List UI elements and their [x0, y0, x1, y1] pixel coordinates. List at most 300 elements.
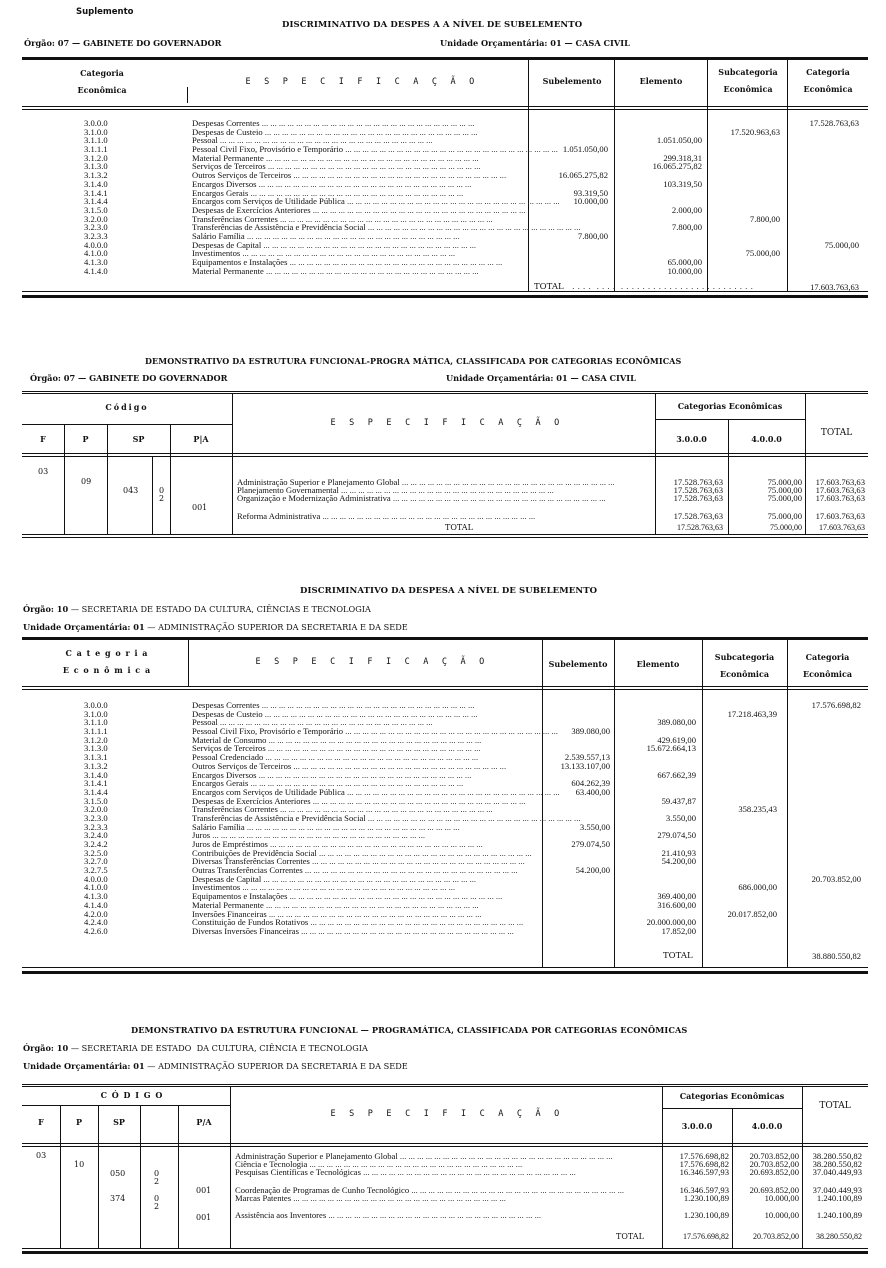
- col-especificacao-2: E S P E C I F I C A Ç Ã O: [330, 418, 564, 428]
- row-description-text: Planejamento Governamental: [237, 485, 339, 495]
- row-code: 4.0.0.0: [84, 873, 108, 884]
- s4-sp2: 374: [110, 1194, 126, 1203]
- row-subelemento: 2.539.557,13: [564, 752, 610, 763]
- section2-title: DEMONSTRATIVO DA ESTRUTURA FUNCIONAL-PROGRA MÁTICA, CLASSIFICADA POR CATEGORIAS ECONÔMICAS: [145, 356, 682, 366]
- row-subelemento: 279.074,50: [571, 839, 610, 849]
- row-description-text: Investimentos: [192, 882, 241, 893]
- s4-f: 03: [36, 1151, 47, 1160]
- row-description-text: Transferências Correntes: [192, 804, 278, 815]
- s2-total-t: 17.603.763,63: [819, 523, 865, 532]
- s2-sp: 043: [123, 486, 139, 495]
- row-leader-dots: ... ... ... ... ... ... ... ... ... ... ... ... ... ... ... ... ... ... ... ... ... ... ... ... ...: [265, 161, 481, 172]
- row-description-text: Administração Superior e Planejamento Global: [237, 477, 400, 487]
- row-code: 3.1.4.1: [84, 778, 108, 789]
- row-code: 3.2.4.0: [84, 830, 108, 841]
- row-leader-dots: ... ... ... ... ... ... ... ... ... ... ... ... ... ... ... ... ... ... ... ... ... ... ... ... ...: [244, 230, 460, 241]
- s2-pa: 001: [192, 503, 208, 512]
- section4-orgao: Órgão: 10 — SECRETARIA DE ESTADO DA CULTURA, CIÊNCIA E TECNOLOGIA: [23, 1043, 368, 1053]
- s4-total-c3: 17.576.698,82: [683, 1232, 729, 1241]
- row-code: 3.1.1.1: [84, 726, 108, 737]
- row-categoria: 75.000,00: [824, 239, 859, 250]
- row-leader-dots: ... ... ... ... ... ... ... ... ... ... ... ... ... ... ... ... ... ... ... ... ... ... ... ... ...: [266, 908, 482, 919]
- row-leader-dots: ... ... ... ... ... ... ... ... ... ... ... ... ... ... ... ... ... ... ... ... ... ... ... ... ...: [263, 899, 479, 910]
- row-elemento: 1.051.050,00: [656, 135, 702, 146]
- row-description-text: Pessoal: [192, 135, 218, 146]
- row-code: 3.2.3.0: [84, 812, 108, 823]
- row-total: 17.603.763,63: [815, 511, 865, 521]
- row-subelemento: 93.319,50: [573, 187, 608, 198]
- row-code: 3.2.3.0: [84, 222, 108, 233]
- s2-sub0: 0: [159, 486, 165, 495]
- row-subcategoria: 20.017.852,00: [727, 908, 777, 919]
- row-elemento: 54.200,00: [661, 856, 696, 867]
- row-elemento: 667.662,39: [657, 769, 696, 780]
- row-3000: 17.528.763,63: [673, 477, 723, 487]
- s4-pa1: 001: [196, 1186, 212, 1195]
- s4-sub1-2: 2: [154, 1177, 160, 1186]
- row-elemento: 15.672.664,13: [646, 743, 696, 754]
- row-description-text: Investimentos: [192, 248, 241, 259]
- row-leader-dots: ... ... ... ... ... ... ... ... ... ... ... ... ... ... ... ... ... ... ... ... ... ... ... ... ...: [316, 847, 532, 858]
- row-leader-dots: ... ... ... ... ... ... ... ... ... ... ... ... ... ... ... ... ... ... ... ... ... ... ... ... ...: [343, 726, 558, 737]
- row-subcategoria: 686.000,00: [738, 882, 777, 893]
- row-leader-dots: ... ... ... ... ... ... ... ... ... ... ... ... ... ... ... ... ... ... ... ... ... ... ... ... ...: [277, 804, 493, 815]
- col-p-4: P: [75, 1117, 82, 1127]
- col-codigo-4: C Ó D I G O: [100, 1090, 164, 1100]
- s2-p: 09: [81, 477, 92, 486]
- row-description-text: Despesas de Custeio: [192, 708, 263, 719]
- row-total: 17.603.763,63: [815, 477, 865, 487]
- table-row: [22, 927, 868, 936]
- row-total: 17.603.763,63: [815, 493, 865, 503]
- row-elemento: 2.000,00: [671, 204, 702, 215]
- row-description-text: Equipamentos e Instalações: [192, 891, 288, 902]
- row-code: 4.1.3.0: [84, 257, 108, 267]
- row-3000: 1.230.100,89: [683, 1210, 729, 1220]
- s4-sub2-2: 2: [154, 1202, 160, 1211]
- section3-total-label: TOTAL: [663, 951, 693, 961]
- row-leader-dots: ... ... ... ... ... ... ... ... ... ... ... ... ... ... ... ... ... ... ... ... ... ... ... ... ...: [310, 795, 526, 806]
- row-description-text: Marcas Patentes: [235, 1193, 292, 1203]
- row-elemento: 389.080,00: [657, 717, 696, 728]
- row-description-text: Material Permanente: [192, 265, 264, 276]
- row-elemento: 21.410,93: [661, 847, 696, 858]
- row-code: 4.2.4.0: [84, 917, 108, 928]
- row-leader-dots: ... ... ... ... ... ... ... ... ... ... ... ... ... ... ... ... ... ... ... ... ... ... ... ... ...: [399, 477, 615, 487]
- s2-f: 03: [38, 467, 49, 476]
- row-elemento: 429.619,00: [657, 734, 696, 745]
- row-description-text: Juros de Empréstimos: [192, 839, 268, 849]
- col-categorias-economicas: Categorias Econômicas: [677, 401, 783, 411]
- row-description-text: Administração Superior e Planejamento Global: [235, 1151, 398, 1161]
- row-elemento: 16.065.275,82: [652, 161, 702, 172]
- row-leader-dots: ... ... ... ... ... ... ... ... ... ... ... ... ... ... ... ... ... ... ... ... ... ... ... ... ...: [277, 213, 493, 224]
- row-description-text: Despesas de Exercícios Anteriores: [192, 795, 311, 806]
- row-code: 3.1.5.0: [84, 795, 108, 806]
- row-leader-dots: ... ... ... ... ... ... ... ... ... ... ... ... ... ... ... ... ... ... ... ... ... ... ... ... ...: [262, 708, 478, 719]
- section1-title: DISCRIMINATIVO DA DESPES A A NÍVEL DE SUBELEMENTO: [282, 20, 583, 30]
- table-row: [22, 823, 868, 832]
- row-code: 3.1.3.0: [84, 743, 108, 754]
- row-total: 38.280.550,82: [812, 1151, 862, 1161]
- row-code: 3.2.5.0: [84, 847, 108, 858]
- section3-table: [22, 637, 868, 977]
- row-total: 37.040.449,93: [812, 1167, 862, 1177]
- row-description: [235, 1211, 659, 1220]
- row-description-text: Pesquisas Científicas e Tecnológicas: [235, 1167, 361, 1177]
- s4-p: 10: [74, 1160, 85, 1169]
- col-sp: SP: [132, 434, 145, 444]
- row-3000: 16.346.597,93: [679, 1185, 729, 1195]
- row-description-text: Material Permanente: [192, 899, 264, 910]
- row-description-text: Despesas de Custeio: [192, 126, 263, 137]
- row-elemento: 3.550,00: [665, 812, 696, 823]
- table-row: [22, 1211, 868, 1220]
- row-leader-dots: ... ... ... ... ... ... ... ... ... ... ... ... ... ... ... ... ... ... ... ... ... ... ... ... ...: [240, 882, 456, 893]
- section1-total-dots: . . . . . . . . . . . . . . . . . . . . . . . . . . . . . . . . .: [572, 282, 754, 292]
- section1-total-value: 17.603.763,63: [810, 282, 859, 292]
- row-leader-dots: ... ... ... ... ... ... ... ... ... ... ... ... ... ... ... ... ... ... ... ... ... ... ... ... ...: [267, 839, 483, 849]
- table-row: [22, 494, 868, 503]
- row-elemento: 20.000.000,00: [646, 917, 696, 928]
- row-leader-dots: ... ... ... ... ... ... ... ... ... ... ... ... ... ... ... ... ... ... ... ... ... ... ... ... ...: [344, 196, 560, 207]
- col-4000-4: 4.0.0.0: [751, 1121, 783, 1131]
- row-total: 17.603.763,63: [815, 485, 865, 495]
- s4-sub2-0: 0: [154, 1194, 160, 1203]
- col-categoria: Categoria Econômica: [77, 68, 127, 95]
- row-leader-dots: ... ... ... ... ... ... ... ... ... ... ... ... ... ... ... ... ... ... ... ... ... ... ... ... ...: [307, 1159, 523, 1169]
- row-elemento: 103.319,50: [663, 178, 702, 189]
- row-code: 3.1.4.4: [84, 196, 108, 207]
- row-description-text: Diversas Transferências Correntes: [192, 856, 310, 867]
- row-subelemento: 1.051.050,00: [562, 144, 608, 155]
- col-elemento-3: Elemento: [636, 659, 680, 669]
- row-code: 3.2.0.0: [84, 804, 108, 815]
- row-code: 4.2.6.0: [84, 925, 108, 936]
- row-code: 3.1.0.0: [84, 708, 108, 719]
- row-4000: 10.000,00: [764, 1210, 799, 1220]
- col-total: TOTAL: [820, 428, 853, 438]
- row-description-text: Despesas de Capital: [192, 239, 262, 250]
- row-leader-dots: ... ... ... ... ... ... ... ... ... ... ... ... ... ... ... ... ... ... ... ... ... ... ... ... ...: [266, 734, 482, 745]
- col-f-4: F: [38, 1117, 44, 1127]
- row-4000: 75.000,00: [767, 493, 802, 503]
- col-subcategoria-3: Subcategoria Econômica: [714, 652, 775, 679]
- row-leader-dots: ... ... ... ... ... ... ... ... ... ... ... ... ... ... ... ... ... ... ... ... ... ... ... ... ...: [248, 778, 464, 789]
- row-leader-dots: ... ... ... ... ... ... ... ... ... ... ... ... ... ... ... ... ... ... ... ... ... ... ... ... ...: [261, 239, 477, 250]
- row-subelemento: 10.000,00: [573, 196, 608, 207]
- row-3000: 17.528.763,63: [673, 511, 723, 521]
- row-leader-dots: ... ... ... ... ... ... ... ... ... ... ... ... ... ... ... ... ... ... ... ... ... ... ... ... ...: [263, 752, 479, 763]
- row-subelemento: 13.133.107,00: [560, 760, 610, 771]
- row-code: 3.1.3.2: [84, 760, 108, 771]
- row-description: [235, 1194, 659, 1203]
- row-leader-dots: ... ... ... ... ... ... ... ... ... ... ... ... ... ... ... ... ... ... ... ... ... ... ... ... ...: [259, 700, 475, 710]
- section3-title: DISCRIMINATIVO DA DESPESA A NÍVEL DE SUBELEMENTO: [300, 586, 598, 596]
- row-leader-dots: ... ... ... ... ... ... ... ... ... ... ... ... ... ... ... ... ... ... ... ... ... ... ... ... ...: [308, 917, 524, 928]
- row-code: 3.2.4.2: [84, 839, 108, 849]
- row-leader-dots: ... ... ... ... ... ... ... ... ... ... ... ... ... ... ... ... ... ... ... ... ... ... ... ... ...: [259, 118, 475, 128]
- row-code: 3.2.0.0: [84, 213, 108, 224]
- row-3000: 17.576.698,82: [679, 1159, 729, 1169]
- col-3000: 3.0.0.0: [676, 434, 707, 444]
- row-description-text: Despesas Correntes: [192, 700, 260, 710]
- row-subcategoria: 17.520.963,63: [730, 126, 780, 137]
- row-leader-dots: ... ... ... ... ... ... ... ... ... ... ... ... ... ... ... ... ... ... ... ... ... ... ... ... ...: [320, 511, 536, 521]
- col-f: F: [40, 434, 46, 444]
- row-code: 3.2.3.3: [84, 230, 108, 241]
- row-description-text: Encargos com Serviços de Utilidade Pública: [192, 786, 345, 797]
- s4-sp1: 050: [110, 1169, 126, 1178]
- section2-unidade: Unidade Orçamentária: 01 — CASA CIVIL: [446, 373, 636, 383]
- row-leader-dots: ... ... ... ... ... ... ... ... ... ... ... ... ... ... ... ... ... ... ... ... ... ... ... ... ...: [365, 812, 581, 823]
- row-elemento: 279.074,50: [657, 830, 696, 841]
- row-description-text: Inversões Financeiras: [192, 908, 267, 919]
- col-especificacao-3: E S P E C I F I C A Ç Ã O: [255, 657, 489, 667]
- row-leader-dots: ... ... ... ... ... ... ... ... ... ... ... ... ... ... ... ... ... ... ... ... ... ... ... ... ...: [217, 135, 433, 146]
- col-especificacao-4: E S P E C I F I C A Ç Ã O: [330, 1109, 564, 1119]
- section2-orgao: Órgão: 07 — GABINETE DO GOVERNADOR: [30, 373, 228, 383]
- row-description-text: Outros Serviços de Terceiros: [192, 760, 292, 771]
- row-leader-dots: ... ... ... ... ... ... ... ... ... ... ... ... ... ... ... ... ... ... ... ... ... ... ... ... ...: [262, 126, 478, 137]
- row-description: [235, 1168, 659, 1177]
- row-description-text: Outros Serviços de Terceiros: [192, 170, 292, 181]
- row-description-text: Contribuições de Previdência Social: [192, 847, 317, 858]
- s2-sub2: 2: [159, 494, 165, 503]
- col-subelemento-3: Subelemento: [548, 659, 608, 669]
- table-row: [22, 710, 868, 719]
- col-3000-4: 3.0.0.0: [681, 1121, 713, 1131]
- section1-table: [22, 57, 868, 302]
- row-description-text: Encargos Gerais: [192, 778, 249, 789]
- row-leader-dots: ... ... ... ... ... ... ... ... ... ... ... ... ... ... ... ... ... ... ... ... ... ... ... ... ...: [397, 1151, 613, 1161]
- col-subcategoria: Subcategoria Econômica: [718, 67, 778, 94]
- row-description-text: Ciência e Tecnologia: [235, 1159, 308, 1169]
- row-elemento: 17.852,00: [661, 925, 696, 936]
- row-leader-dots: ... ... ... ... ... ... ... ... ... ... ... ... ... ... ... ... ... ... ... ... ... ... ... ... ...: [291, 170, 507, 181]
- row-categoria: 17.576.698,82: [811, 700, 861, 710]
- row-code: 4.2.0.0: [84, 908, 108, 919]
- row-description-text: Pessoal Credenciado: [192, 752, 264, 763]
- row-code: 3.1.4.0: [84, 769, 108, 780]
- row-3000: 1.230.100,89: [683, 1193, 729, 1203]
- row-leader-dots: ... ... ... ... ... ... ... ... ... ... ... ... ... ... ... ... ... ... ... ... ... ... ... ... ...: [326, 1210, 542, 1220]
- row-description-text: Assistência aos Inventores: [235, 1210, 327, 1220]
- section1-unidade: Unidade Orçamentária: 01 — CASA CIVIL: [440, 38, 630, 48]
- row-subelemento: 604.262,39: [571, 778, 610, 789]
- section1-orgao: Órgão: 07 — GABINETE DO GOVERNADOR: [24, 38, 222, 48]
- row-subcategoria: 17.218.463,39: [727, 708, 777, 719]
- section4-table: [22, 1084, 868, 1259]
- row-code: 3.1.0.0: [84, 126, 108, 137]
- section2-total-label: TOTAL: [445, 523, 473, 532]
- row-code: 3.1.3.1: [84, 752, 108, 763]
- col-total-4: TOTAL: [819, 1101, 851, 1111]
- row-leader-dots: ... ... ... ... ... ... ... ... ... ... ... ... ... ... ... ... ... ... ... ... ... ... ... ... ...: [291, 760, 507, 771]
- s4-total-c4: 20.703.852,00: [753, 1232, 799, 1241]
- row-description-text: Juros: [192, 830, 211, 841]
- row-leader-dots: ... ... ... ... ... ... ... ... ... ... ... ... ... ... ... ... ... ... ... ... ... ... ... ... ...: [309, 856, 525, 867]
- row-total: 1.240.100,89: [816, 1193, 862, 1203]
- row-leader-dots: ... ... ... ... ... ... ... ... ... ... ... ... ... ... ... ... ... ... ... ... ... ... ... ... ...: [244, 821, 460, 832]
- row-description-text: Organização e Modernização Administrativa: [237, 493, 391, 503]
- row-description-text: Despesas Correntes: [192, 118, 260, 128]
- row-4000: 75.000,00: [767, 511, 802, 521]
- row-code: 3.1.1.1: [84, 144, 108, 155]
- row-categoria: 17.528.763,63: [809, 118, 859, 128]
- section3-rows: [22, 701, 868, 936]
- table-row: [22, 267, 868, 276]
- table-row: [22, 1168, 868, 1177]
- col-p: P: [82, 434, 89, 444]
- row-subelemento: 54.200,00: [575, 865, 610, 876]
- row-code: 3.1.4.0: [84, 178, 108, 189]
- row-code: 3.1.4.1: [84, 187, 108, 198]
- supplement-label: Suplemento: [76, 7, 134, 17]
- row-leader-dots: ... ... ... ... ... ... ... ... ... ... ... ... ... ... ... ... ... ... ... ... ... ... ... ... ...: [338, 485, 554, 495]
- row-total: 1.240.100,89: [816, 1210, 862, 1220]
- row-subcategoria: 358.235,43: [738, 804, 777, 815]
- row-leader-dots: ... ... ... ... ... ... ... ... ... ... ... ... ... ... ... ... ... ... ... ... ... ... ... ... ...: [287, 257, 503, 267]
- row-description-text: Pessoal: [192, 717, 218, 728]
- row-elemento: 369.400,00: [657, 891, 696, 902]
- col-elemento: Elemento: [639, 76, 683, 86]
- row-code: 4.1.0.0: [84, 248, 108, 259]
- row-description-text: Material de Consumo: [192, 734, 267, 745]
- row-elemento: 7.800,00: [671, 222, 702, 233]
- table-row: [22, 512, 868, 521]
- row-leader-dots: ... ... ... ... ... ... ... ... ... ... ... ... ... ... ... ... ... ... ... ... ... ... ... ... ...: [261, 873, 477, 884]
- row-subelemento: 389.080,00: [571, 726, 610, 737]
- row-description-text: Encargos com Serviços de Utilidade Pública: [192, 196, 345, 207]
- row-subcategoria: 75.000,00: [745, 248, 780, 259]
- row-code: 3.1.2.0: [84, 152, 108, 163]
- row-elemento: 59.437,87: [661, 795, 696, 806]
- row-code: 3.0.0.0: [84, 700, 108, 710]
- col-categoria-economica-3: Categoria Econômica: [802, 652, 852, 679]
- col-4000: 4.0.0.0: [751, 434, 782, 444]
- row-4000: 20.693.852,00: [749, 1167, 799, 1177]
- row-3000: 17.528.763,63: [673, 485, 723, 495]
- col-sp-4: SP: [113, 1117, 125, 1127]
- row-description: [237, 494, 649, 503]
- row-code: 3.1.1.0: [84, 717, 108, 728]
- row-subcategoria: 7.800,00: [749, 213, 780, 224]
- row-elemento: 299.318,31: [663, 152, 702, 163]
- row-4000: 20.693.852,00: [749, 1185, 799, 1195]
- row-description-text: Diversas Inversões Financeiras: [192, 925, 299, 936]
- s4-sub1-0: 0: [154, 1169, 160, 1178]
- row-leader-dots: ... ... ... ... ... ... ... ... ... ... ... ... ... ... ... ... ... ... ... ... ... ... ... ... ...: [343, 144, 558, 155]
- row-categoria: 20.703.852,00: [811, 873, 861, 884]
- row-4000: 75.000,00: [767, 477, 802, 487]
- row-description-text: Serviços de Terceiros: [192, 161, 266, 172]
- col-subelemento: Subelemento: [542, 76, 602, 86]
- section1-total-label: TOTAL: [534, 282, 564, 292]
- row-description-text: Material Permanente: [192, 152, 264, 163]
- row-description: [237, 512, 649, 521]
- row-leader-dots: ... ... ... ... ... ... ... ... ... ... ... ... ... ... ... ... ... ... ... ... ... ... ... ... ...: [210, 830, 425, 841]
- section3-unidade: Unidade Orçamentária: 01 — ADMINISTRAÇÃO SUPERIOR DA SECRETARIA E DA SEDE: [23, 622, 408, 632]
- row-code: 3.1.3.2: [84, 170, 108, 181]
- row-leader-dots: ... ... ... ... ... ... ... ... ... ... ... ... ... ... ... ... ... ... ... ... ... ... ... ... ...: [263, 152, 479, 163]
- section3-total-value: 38.880.550,82: [812, 951, 861, 961]
- section3-orgao: Órgão: 10 — SECRETARIA DE ESTADO DA CULTURA, CIÊNCIAS E TECNOLOGIA: [23, 604, 371, 614]
- row-code: 3.1.4.4: [84, 786, 108, 797]
- row-leader-dots: ... ... ... ... ... ... ... ... ... ... ... ... ... ... ... ... ... ... ... ... ... ... ... ... ...: [287, 891, 503, 902]
- row-4000: 20.703.852,00: [749, 1151, 799, 1161]
- row-3000: 16.346.597,93: [679, 1167, 729, 1177]
- row-elemento: 65.000,00: [667, 257, 702, 267]
- col-categoria-3: C a t e g o r i a E c o n ô m i c a: [62, 648, 152, 675]
- row-code: 3.1.3.0: [84, 161, 108, 172]
- row-subelemento: 7.800,00: [577, 230, 608, 241]
- row-leader-dots: ... ... ... ... ... ... ... ... ... ... ... ... ... ... ... ... ... ... ... ... ... ... ... ... ...: [217, 717, 433, 728]
- row-description-text: Despesas de Exercícios Anteriores: [192, 204, 311, 215]
- row-description-text: Pessoal Civil Fixo, Provisório e Temporário: [192, 144, 344, 155]
- row-description-text: Encargos Diversos: [192, 178, 257, 189]
- row-description-text: Encargos Diversos: [192, 769, 257, 780]
- row-code: 3.2.7.5: [84, 865, 108, 876]
- section4-title: DEMONSTRATIVO DA ESTRUTURA FUNCIONAL — PROGRAMÁTICA, CLASSIFICADA POR CATEGORIAS ECONÔMICAS: [131, 1025, 688, 1035]
- s4-pa2: 001: [196, 1213, 212, 1222]
- s2-total-c4: 75.000,00: [770, 523, 802, 532]
- col-categoria-economica: Categoria Econômica: [803, 67, 853, 94]
- col-codigo: Código: [105, 402, 149, 412]
- row-code: 4.1.4.0: [84, 265, 108, 276]
- row-description: [192, 927, 538, 936]
- row-description-text: Equipamentos e Instalações: [192, 257, 288, 267]
- row-code: 4.1.0.0: [84, 882, 108, 893]
- row-leader-dots: ... ... ... ... ... ... ... ... ... ... ... ... ... ... ... ... ... ... ... ... ... ... ... ... ...: [240, 248, 456, 259]
- row-code: 3.0.0.0: [84, 118, 108, 128]
- row-leader-dots: ... ... ... ... ... ... ... ... ... ... ... ... ... ... ... ... ... ... ... ... ... ... ... ... ...: [263, 265, 479, 276]
- row-leader-dots: ... ... ... ... ... ... ... ... ... ... ... ... ... ... ... ... ... ... ... ... ... ... ... ... ...: [256, 769, 472, 780]
- row-code: 4.1.4.0: [84, 899, 108, 910]
- row-elemento: 10.000,00: [667, 265, 702, 276]
- row-leader-dots: ... ... ... ... ... ... ... ... ... ... ... ... ... ... ... ... ... ... ... ... ... ... ... ... ...: [365, 222, 581, 233]
- row-3000: 17.576.698,82: [679, 1151, 729, 1161]
- col-pa: P|A: [193, 434, 209, 444]
- row-4000: 10.000,00: [764, 1193, 799, 1203]
- row-description-text: Coordenação de Programas de Cunho Tecnológico: [235, 1185, 410, 1195]
- row-description-text: Transferências de Assistência e Previdência Social: [192, 812, 366, 823]
- row-leader-dots: ... ... ... ... ... ... ... ... ... ... ... ... ... ... ... ... ... ... ... ... ... ... ... ... ...: [409, 1185, 625, 1195]
- row-total: 38.280.550,82: [812, 1159, 862, 1169]
- table-row: [22, 1194, 868, 1203]
- row-code: 3.1.5.0: [84, 204, 108, 215]
- col-pa-4: P/A: [196, 1117, 212, 1127]
- row-leader-dots: ... ... ... ... ... ... ... ... ... ... ... ... ... ... ... ... ... ... ... ... ... ... ... ... ...: [256, 178, 472, 189]
- row-subelemento: 16.065.275,82: [558, 170, 608, 181]
- row-leader-dots: ... ... ... ... ... ... ... ... ... ... ... ... ... ... ... ... ... ... ... ... ... ... ... ... ...: [248, 187, 464, 198]
- row-3000: 17.528.763,63: [673, 493, 723, 503]
- row-description-text: Pessoal Civil Fixo, Provisório e Temporário: [192, 726, 344, 737]
- row-4000: 20.703.852,00: [749, 1159, 799, 1169]
- s4-total-t: 38.280.550,82: [816, 1232, 862, 1241]
- row-description-text: Salário Família: [192, 230, 245, 241]
- row-total: 37.040.449,93: [812, 1185, 862, 1195]
- row-code: 3.1.1.0: [84, 135, 108, 146]
- row-code: 4.1.3.0: [84, 891, 108, 902]
- col-categorias-economicas-4: Categorias Econômicas: [679, 1091, 785, 1101]
- row-subelemento: 63.400,00: [575, 786, 610, 797]
- table-row: [22, 128, 868, 137]
- section4-unidade: Unidade Orçamentária: 01 — ADMINISTRAÇÃO SUPERIOR DA SECRETARIA E DA SEDE: [23, 1061, 408, 1071]
- row-description-text: Outras Transferências Correntes: [192, 865, 303, 876]
- row-description-text: Serviços de Terceiros: [192, 743, 266, 754]
- row-leader-dots: ... ... ... ... ... ... ... ... ... ... ... ... ... ... ... ... ... ... ... ... ... ... ... ... ...: [291, 1193, 506, 1203]
